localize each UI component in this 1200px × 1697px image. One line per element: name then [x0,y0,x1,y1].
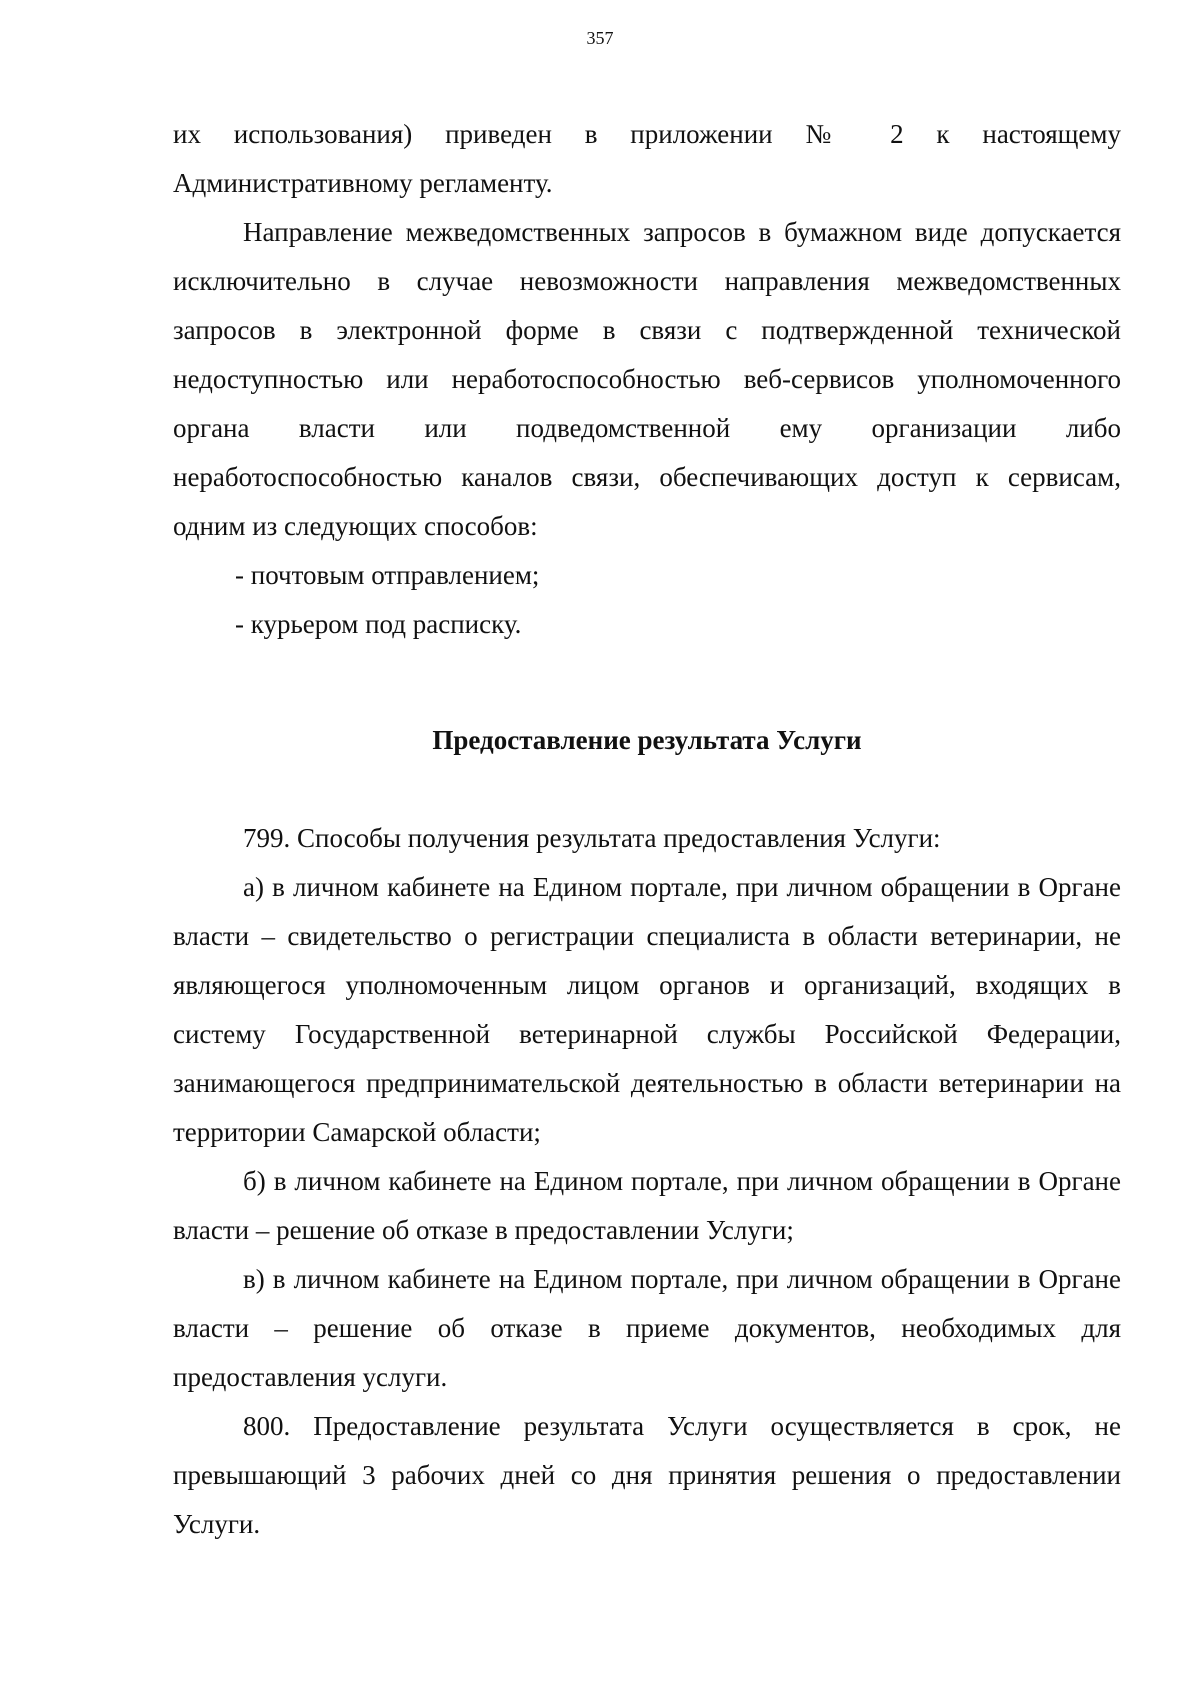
list-item-postal: - почтовым отправлением; [235,560,540,590]
paragraph-800: 800. Предоставление результата Услуги осуществляется в срок, не превышающий 3 рабочих дней со дня принятия решения о предоставлении Услуги. [173,1411,1121,1539]
document-body [173,110,1121,1549]
paragraph-799: 799. Способы получения результата предоставления Услуги: [243,823,941,853]
heading-block [173,698,1121,765]
paragraph-item-a: а) в личном кабинете на Едином портале, при личном обращении в Органе власти – свидетельство о регистрации специалиста в области ветеринарии, не являющегося уполномоченным лицом органов и организаций, входящих в систему Государственной ветеринарной службы Российской Федерации, занимающегося предпринимательской деятельностью в области ветеринарии на территории Самарской области; [173,872,1121,1147]
paragraph-interdepartmental-requests: Направление межведомственных запросов в бумажном виде допускается исключительно в случае невозможности направления межведомственных запросов в электронной форме в связи с подтвержденной технической недоступностью или неработоспособностью веб-сервисов уполномоченного органа власти или подведомственной ему организации либо неработоспособностью каналов связи, обеспечивающих доступ к сервисам, одним из следующих способов: [173,217,1121,541]
section-heading: Предоставление результата Услуги [432,725,862,755]
paragraph-continuation: их использования) приведен в приложении № 2 к настоящему Административному регламенту. [173,119,1121,198]
paragraph-item-v: в) в личном кабинете на Едином портале, при личном обращении в Органе власти – решение об отказе в приеме документов, необходимых для предоставления услуги. [173,1264,1121,1392]
paragraph-item-b: б) в личном кабинете на Едином портале, при личном обращении в Органе власти – решение об отказе в предоставлении Услуги; [173,1166,1121,1245]
spacer [173,649,1121,698]
page-number: 357 [586,28,614,48]
list-item-courier: - курьером под расписку. [235,609,522,639]
spacer [173,765,1121,814]
